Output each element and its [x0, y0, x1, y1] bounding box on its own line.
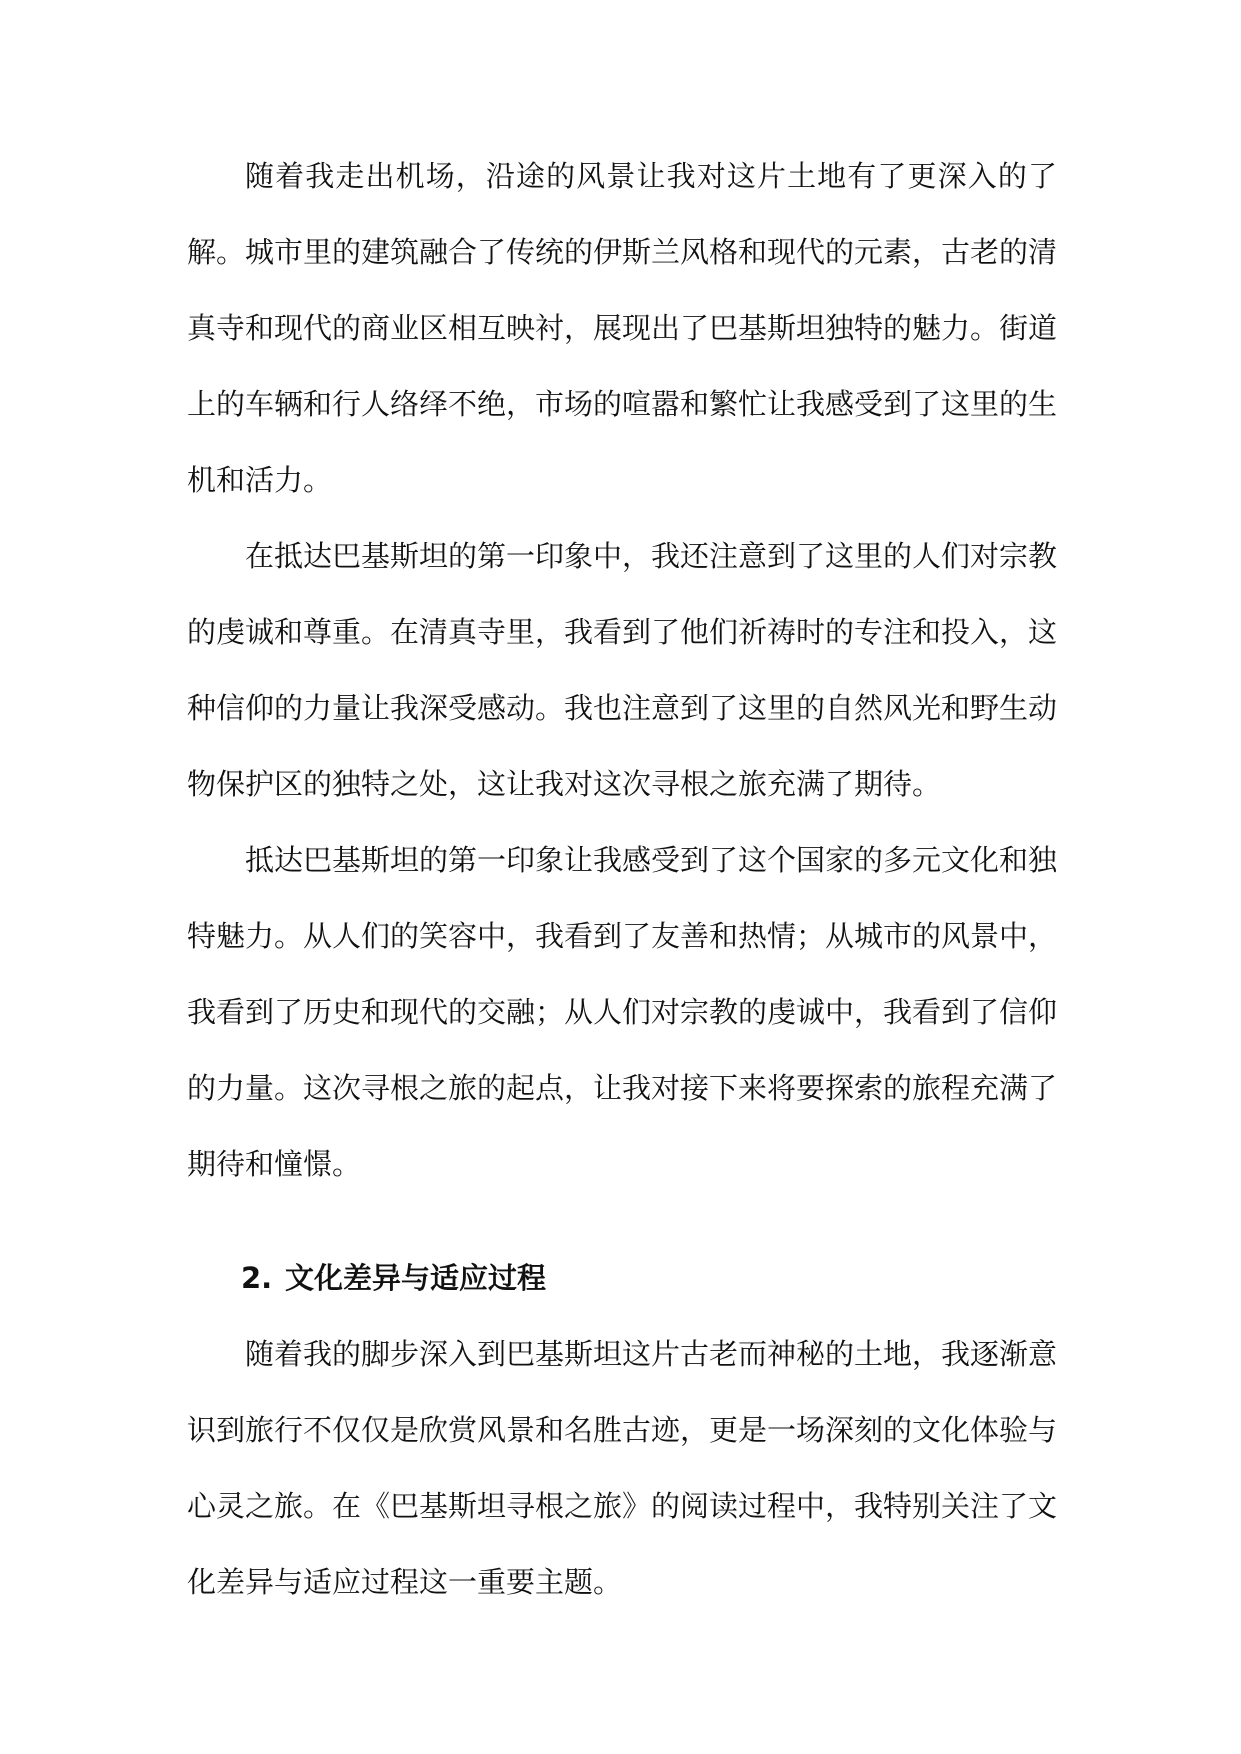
section-spacer	[187, 1202, 1057, 1240]
body-paragraph: 随着我的脚步深入到巴基斯坦这片古老而神秘的土地，我逐渐意识到旅行不仅仅是欣赏风景和名胜古迹，更是一场深刻的文化体验与心灵之旅。在《巴基斯坦寻根之旅》的阅读过程中，我特别关注了文化差异与适应过程这一重要主题。	[187, 1337, 1058, 1599]
section-heading	[187, 1240, 1057, 1316]
section-number: 2.	[241, 1261, 273, 1295]
body-paragraph: 随着我走出机场，沿途的风景让我对这片土地有了更深入的了解。城市里的建筑融合了传统的伊斯兰风格和现代的元素，古老的清真寺和现代的商业区相互映衬，展现出了巴基斯坦独特的魅力。街道上的车辆和行人络绎不绝，市场的喧嚣和繁忙让我感受到了这里的生机和活力。	[187, 159, 1058, 497]
body-paragraph: 抵达巴基斯坦的第一印象让我感受到了这个国家的多元文化和独特魅力。从人们的笑容中，我看到了友善和热情；从城市的风景中，我看到了历史和现代的交融；从人们对宗教的虔诚中，我看到了信仰的力量。这次寻根之旅的起点，让我对接下来将要探索的旅程充满了期待和憧憬。	[187, 843, 1058, 1181]
body-paragraph: 在抵达巴基斯坦的第一印象中，我还注意到了这里的人们对宗教的虔诚和尊重。在清真寺里，我看到了他们祈祷时的专注和投入，这种信仰的力量让我深受感动。我也注意到了这里的自然风光和野生动物保护区的独特之处，这让我对这次寻根之旅充满了期待。	[187, 539, 1058, 801]
section-title: 文化差异与适应过程	[285, 1261, 547, 1295]
document-body	[187, 138, 1057, 1620]
